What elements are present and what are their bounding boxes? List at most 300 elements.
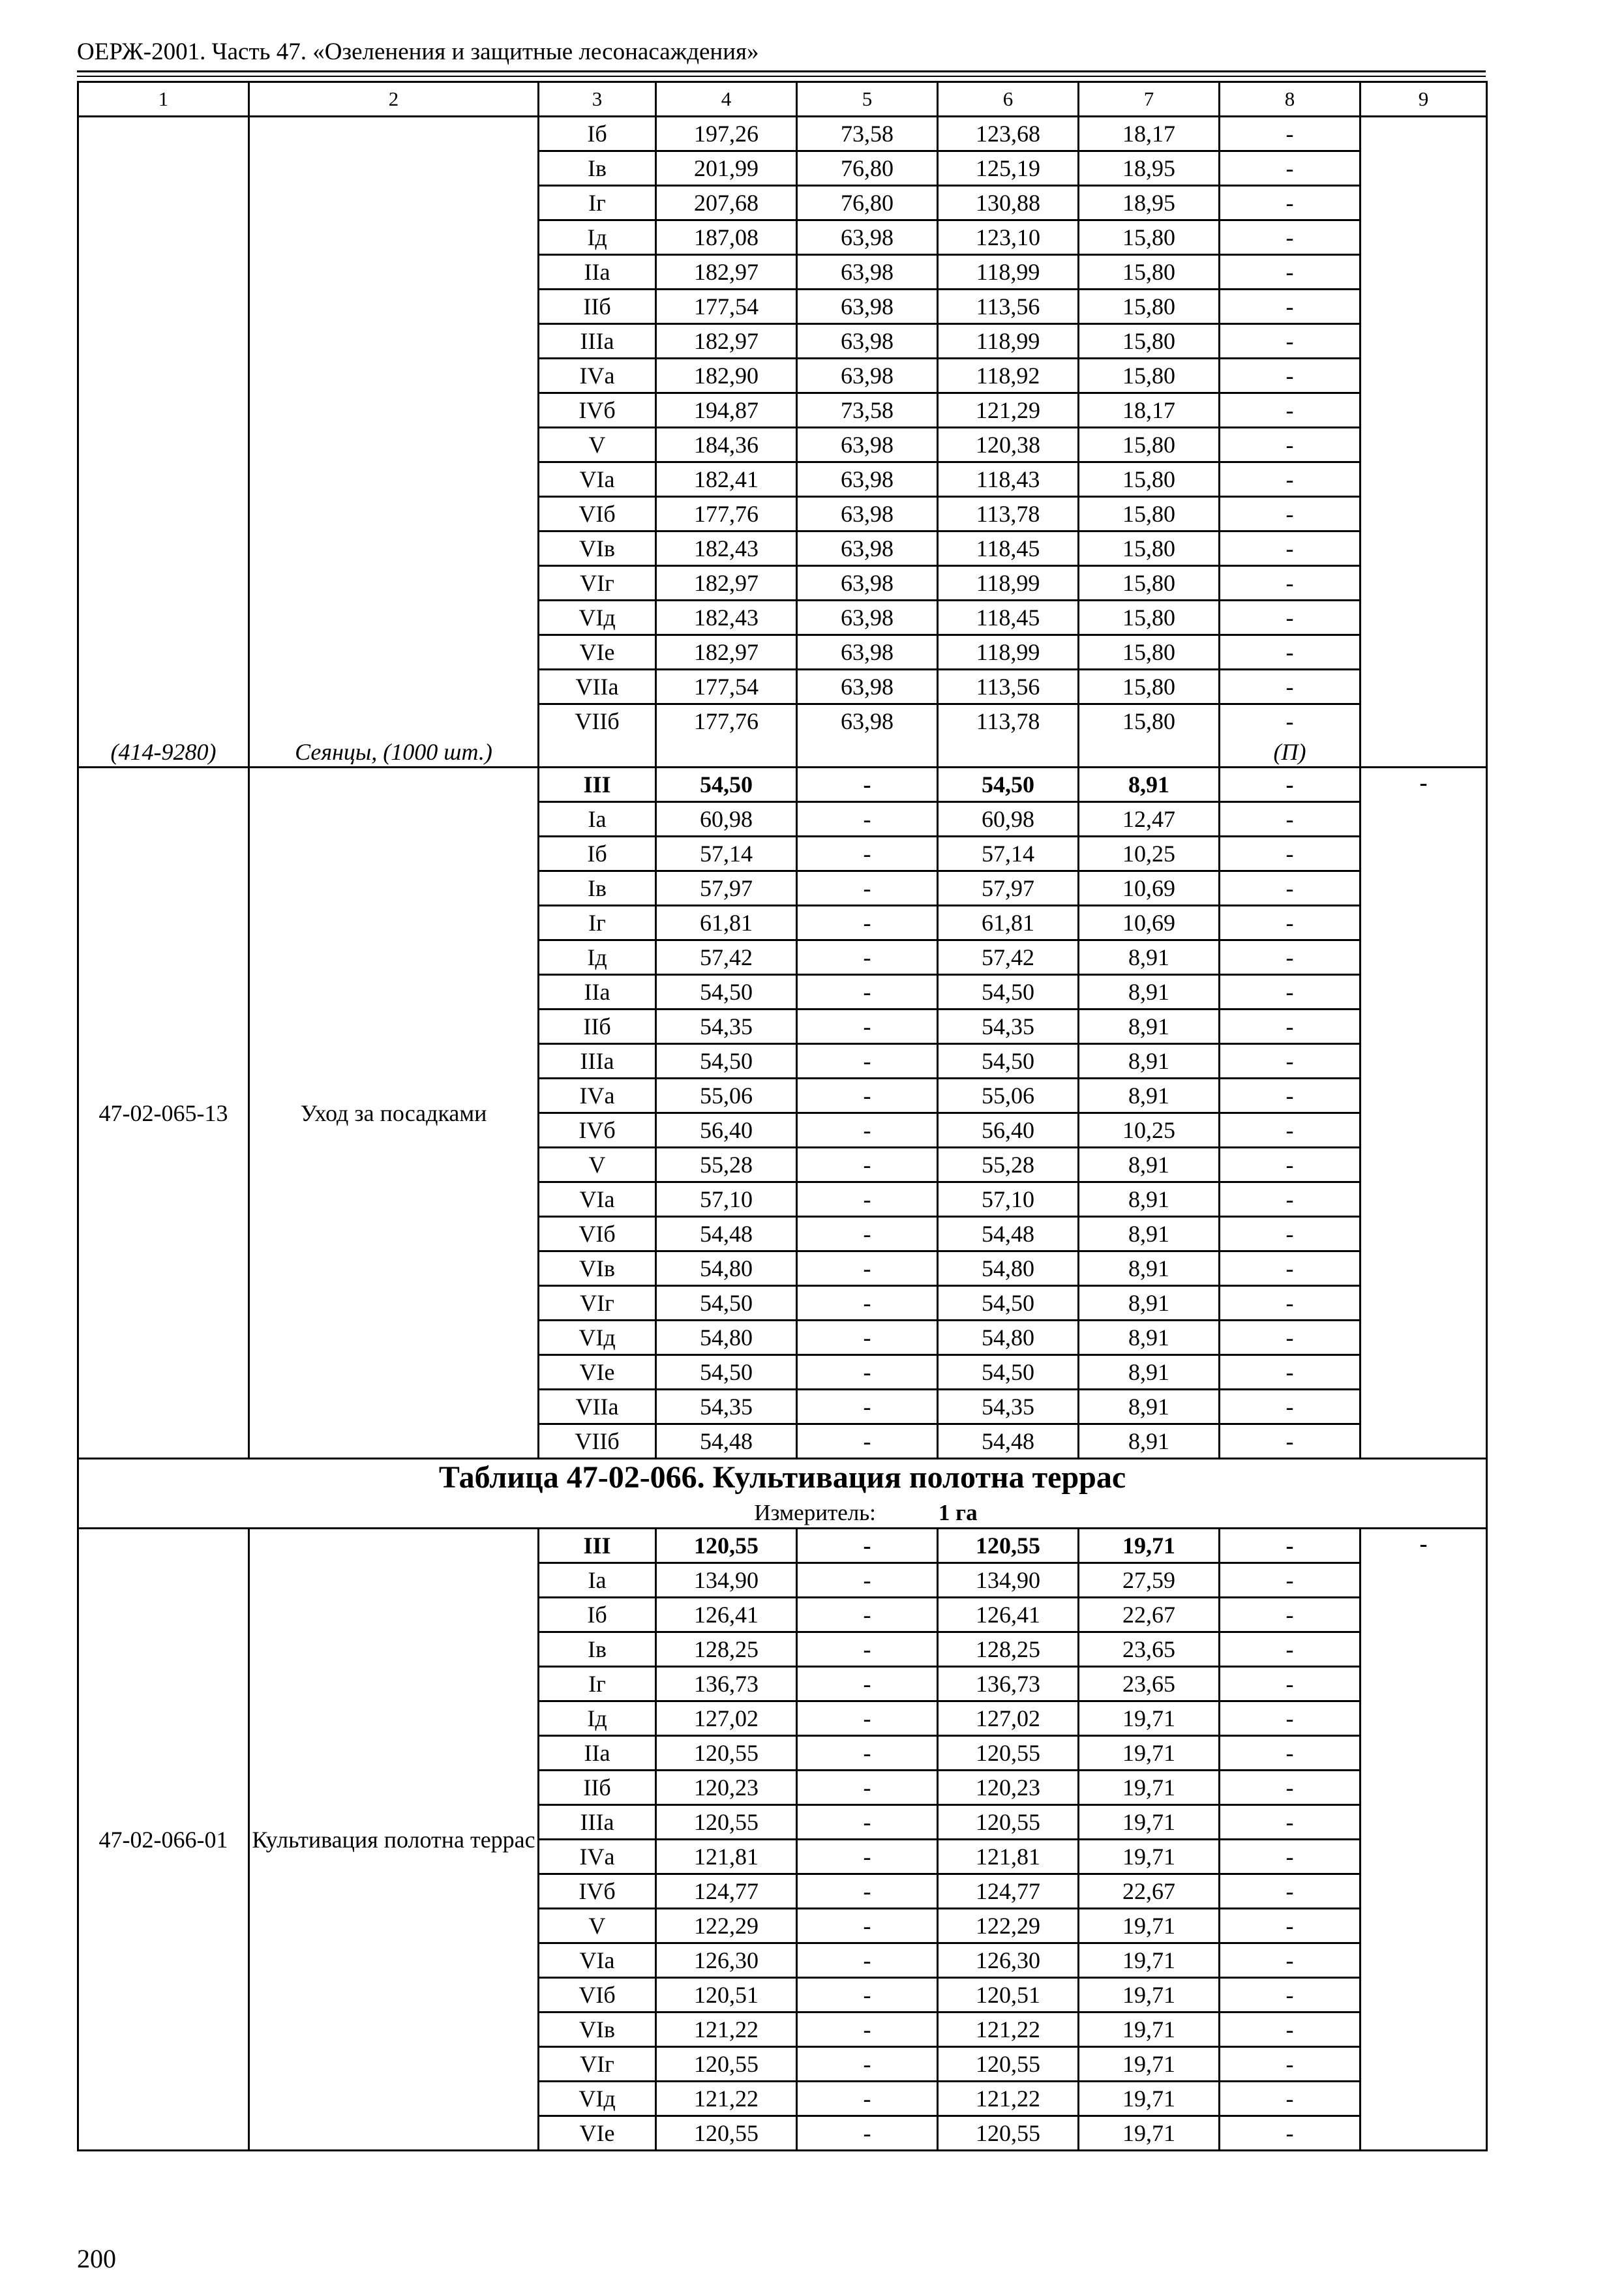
measure-line	[246, 1499, 1486, 1527]
row-materials: -	[1220, 1251, 1361, 1286]
row-total-cost: 55,28	[656, 1148, 797, 1182]
row-materials: -	[1220, 359, 1361, 393]
row-category: IIIа	[539, 1044, 656, 1079]
row-total-cost: 177,76	[656, 497, 797, 531]
row-materials: -	[1220, 2012, 1361, 2047]
row-machinist-wages: 10,69	[1079, 906, 1220, 940]
row-machinist-wages: 10,69	[1079, 871, 1220, 906]
row-materials: -	[1220, 1943, 1361, 1978]
row-materials: -	[1220, 117, 1361, 151]
row-category: IVа	[539, 359, 656, 393]
row-materials: -	[1220, 428, 1361, 462]
row-materials: -	[1220, 2082, 1361, 2116]
row-materials: -	[1220, 670, 1361, 704]
row-total-cost: 54,48	[656, 1217, 797, 1251]
row-machinist-wages: 8,91	[1079, 1010, 1220, 1044]
row-wages: 63,98	[797, 531, 938, 566]
row-total-cost: 177,76	[656, 704, 797, 738]
column-number: 7	[1079, 82, 1220, 117]
row-machines: 120,55	[938, 1736, 1079, 1771]
row-materials: -	[1220, 2116, 1361, 2151]
row-machines: 120,38	[938, 428, 1079, 462]
row-category: VIб	[539, 1217, 656, 1251]
row-wages: -	[797, 1943, 938, 1978]
row-code: 47-02-066-01	[78, 1529, 249, 2151]
row-category: VIв	[539, 1251, 656, 1286]
row-total-cost: 182,41	[656, 462, 797, 497]
row-category: IIа	[539, 1736, 656, 1771]
row-category: VIIб	[539, 704, 656, 738]
row-materials: -	[1220, 1424, 1361, 1459]
row-wages: -	[797, 802, 938, 837]
row-machines: 54,50	[938, 1286, 1079, 1321]
table-row	[78, 1529, 1487, 1563]
row-total-cost: 55,06	[656, 1079, 797, 1113]
row-machines: 54,48	[938, 1424, 1079, 1459]
row-category: Iа	[539, 1563, 656, 1598]
row-machinist-wages: 8,91	[1079, 940, 1220, 975]
row-machines: 118,92	[938, 359, 1079, 393]
row-wages: -	[797, 1563, 938, 1598]
row-machinist-wages: 8,91	[1079, 975, 1220, 1010]
row-category: Iг	[539, 186, 656, 220]
row-materials: -	[1220, 1701, 1361, 1736]
row-total-cost: 54,80	[656, 1251, 797, 1286]
row-materials: -	[1220, 1044, 1361, 1079]
row-wages: -	[797, 1771, 938, 1805]
row-materials: -	[1220, 1286, 1361, 1321]
row-machines: 57,10	[938, 1182, 1079, 1217]
row-col9	[1361, 1529, 1487, 2151]
row-materials: -	[1220, 2047, 1361, 2082]
row-machines: 126,41	[938, 1598, 1079, 1632]
row-wages: 63,98	[797, 704, 938, 738]
row-total-cost: 54,50	[656, 1355, 797, 1390]
row-machines: 118,45	[938, 531, 1079, 566]
table-title-row	[78, 1459, 1487, 1529]
column-number: 4	[656, 82, 797, 117]
row-wages: -	[797, 1217, 938, 1251]
row-total-cost: 54,50	[656, 975, 797, 1010]
row-wages: 63,98	[797, 635, 938, 670]
row-materials: -	[1220, 1217, 1361, 1251]
row-materials: -	[1220, 1529, 1361, 1563]
row-machinist-wages: 19,71	[1079, 1805, 1220, 1840]
row-wages: -	[797, 1840, 938, 1874]
row-materials: -	[1220, 1840, 1361, 1874]
column-number: 1	[78, 82, 249, 117]
row-machinist-wages: 19,71	[1079, 1529, 1220, 1563]
row-total-cost: 182,43	[656, 531, 797, 566]
row-materials: -	[1220, 802, 1361, 837]
row-machines: 54,80	[938, 1321, 1079, 1355]
row-machinist-wages: 22,67	[1079, 1598, 1220, 1632]
row-machinist-wages: 19,71	[1079, 1771, 1220, 1805]
row-machinist-wages: 18,95	[1079, 151, 1220, 186]
row-wages: -	[797, 1667, 938, 1701]
row-category: Iг	[539, 906, 656, 940]
row-total-cost: 57,42	[656, 940, 797, 975]
row-total-cost: 121,22	[656, 2082, 797, 2116]
row-machinist-wages: 19,71	[1079, 2047, 1220, 2082]
row-wages: -	[797, 1321, 938, 1355]
row-materials: -	[1220, 220, 1361, 255]
row-materials: -	[1220, 1390, 1361, 1424]
row-machinist-wages: 19,71	[1079, 2082, 1220, 2116]
row-category: IIа	[539, 255, 656, 290]
row-total-cost: 120,55	[656, 2116, 797, 2151]
row-total-cost: 54,80	[656, 1321, 797, 1355]
row-materials: -	[1220, 566, 1361, 601]
row-materials: -	[1220, 871, 1361, 906]
row-wages: 73,58	[797, 393, 938, 428]
column-number: 3	[539, 82, 656, 117]
row-wages: -	[797, 1079, 938, 1113]
row-category: IVб	[539, 393, 656, 428]
row-total-cost: 201,99	[656, 151, 797, 186]
row-wages: -	[797, 1598, 938, 1632]
row-materials: -	[1220, 1182, 1361, 1217]
row-machines: 120,55	[938, 2047, 1079, 2082]
column-number: 8	[1220, 82, 1361, 117]
row-machinist-wages: 22,67	[1079, 1874, 1220, 1909]
row-machinist-wages: 23,65	[1079, 1632, 1220, 1667]
row-category: VIа	[539, 1943, 656, 1978]
row-machinist-wages: 15,80	[1079, 531, 1220, 566]
row-total-cost: 126,30	[656, 1943, 797, 1978]
row-machinist-wages: 8,91	[1079, 1286, 1220, 1321]
row-category: III	[539, 1529, 656, 1563]
row-materials: -	[1220, 531, 1361, 566]
row-wages: 63,98	[797, 670, 938, 704]
row-machinist-wages: 8,91	[1079, 1390, 1220, 1424]
row-total-cost: 54,48	[656, 1424, 797, 1459]
row-total-cost: 182,90	[656, 359, 797, 393]
row-materials: -	[1220, 1805, 1361, 1840]
row-machines: 54,50	[938, 1044, 1079, 1079]
row-machinist-wages: 15,80	[1079, 566, 1220, 601]
empty-cell	[1079, 738, 1220, 768]
row-wages: -	[797, 1424, 938, 1459]
row-category: Iд	[539, 940, 656, 975]
row-machines: 54,50	[938, 768, 1079, 802]
row-wages: -	[797, 768, 938, 802]
row-category: Iв	[539, 151, 656, 186]
row-category: Iб	[539, 1598, 656, 1632]
header-rule-thin	[77, 76, 1486, 77]
row-materials: -	[1220, 1632, 1361, 1667]
row-machinist-wages: 15,80	[1079, 670, 1220, 704]
row-wages: -	[797, 1978, 938, 2012]
column-number: 9	[1361, 82, 1487, 117]
column-number: 2	[249, 82, 539, 117]
row-machines: 113,78	[938, 497, 1079, 531]
row-wages: -	[797, 2082, 938, 2116]
row-machinist-wages: 19,71	[1079, 2116, 1220, 2151]
row-machinist-wages: 19,71	[1079, 2012, 1220, 2047]
row-wages: -	[797, 940, 938, 975]
row-total-cost: 177,54	[656, 670, 797, 704]
row-total-cost: 61,81	[656, 906, 797, 940]
row-machines: 134,90	[938, 1563, 1079, 1598]
row-wages: -	[797, 2047, 938, 2082]
row-total-cost: 120,55	[656, 1736, 797, 1771]
row-machinist-wages: 8,91	[1079, 1424, 1220, 1459]
row-category: Iд	[539, 1701, 656, 1736]
row-wages: 76,80	[797, 151, 938, 186]
row-wages: 76,80	[797, 186, 938, 220]
row-machinist-wages: 15,80	[1079, 601, 1220, 635]
row-machines: 113,78	[938, 704, 1079, 738]
row-machines: 120,55	[938, 1529, 1079, 1563]
row-wages: 63,98	[797, 566, 938, 601]
row-total-cost: 120,55	[656, 2047, 797, 2082]
row-machines: 60,98	[938, 802, 1079, 837]
row-machinist-wages: 15,80	[1079, 255, 1220, 290]
row-category: VIе	[539, 2116, 656, 2151]
row-machines: 121,22	[938, 2082, 1079, 2116]
row-wages: 63,98	[797, 497, 938, 531]
row-machines: 113,56	[938, 670, 1079, 704]
row-category: Iа	[539, 802, 656, 837]
row-wages: -	[797, 975, 938, 1010]
row-machinist-wages: 15,80	[1079, 704, 1220, 738]
row-wages: -	[797, 1736, 938, 1771]
row-machinist-wages: 15,80	[1079, 324, 1220, 359]
row-wages: -	[797, 1148, 938, 1182]
row-description: Уход за посадками	[249, 768, 539, 1459]
row-total-cost: 128,25	[656, 1632, 797, 1667]
row-machinist-wages: 19,71	[1079, 1943, 1220, 1978]
measure-label: Измеритель:	[754, 1500, 876, 1525]
row-wages: 63,98	[797, 290, 938, 324]
row-total-cost: 124,77	[656, 1874, 797, 1909]
col9-value: -	[1419, 1531, 1428, 1557]
empty-cell	[539, 738, 656, 768]
row-materials: -	[1220, 975, 1361, 1010]
row-materials: -	[1220, 462, 1361, 497]
row-total-cost: 120,55	[656, 1805, 797, 1840]
row-category: Iв	[539, 1632, 656, 1667]
row-machines: 57,97	[938, 871, 1079, 906]
row-col9-cell	[1361, 117, 1487, 768]
row-total-cost: 207,68	[656, 186, 797, 220]
row-total-cost: 126,41	[656, 1598, 797, 1632]
row-materials: -	[1220, 906, 1361, 940]
row-materials: -	[1220, 393, 1361, 428]
resource-code-note: (414-9280)	[110, 739, 217, 765]
row-machines: 113,56	[938, 290, 1079, 324]
row-machines: 118,99	[938, 635, 1079, 670]
row-wages: -	[797, 2012, 938, 2047]
row-machines: 118,99	[938, 324, 1079, 359]
row-machinist-wages: 8,91	[1079, 1044, 1220, 1079]
row-total-cost: 54,50	[656, 1044, 797, 1079]
row-total-cost: 54,35	[656, 1010, 797, 1044]
row-wages: 63,98	[797, 359, 938, 393]
row-category: Iв	[539, 871, 656, 906]
row-machinist-wages: 8,91	[1079, 1182, 1220, 1217]
row-total-cost: 54,50	[656, 768, 797, 802]
row-category: VIIа	[539, 1390, 656, 1424]
header-rule	[77, 70, 1486, 72]
row-category: VIб	[539, 1978, 656, 2012]
row-machinist-wages: 19,71	[1079, 1840, 1220, 1874]
row-total-cost: 56,40	[656, 1113, 797, 1148]
row-machinist-wages: 15,80	[1079, 428, 1220, 462]
row-machines: 122,29	[938, 1909, 1079, 1943]
empty-cell	[797, 738, 938, 768]
row-machinist-wages: 27,59	[1079, 1563, 1220, 1598]
row-machines: 120,55	[938, 1805, 1079, 1840]
row-category: VIе	[539, 1355, 656, 1390]
row-machines: 121,22	[938, 2012, 1079, 2047]
table-title: Таблица 47-02-066. Культивация полотна террас	[438, 1460, 1126, 1495]
row-category: VIа	[539, 1182, 656, 1217]
row-wages: -	[797, 1182, 938, 1217]
row-wages: -	[797, 1355, 938, 1390]
row-wages: -	[797, 906, 938, 940]
row-total-cost: 197,26	[656, 117, 797, 151]
row-machines: 123,10	[938, 220, 1079, 255]
row-total-cost: 57,97	[656, 871, 797, 906]
row-total-cost: 182,97	[656, 255, 797, 290]
row-machines: 125,19	[938, 151, 1079, 186]
row-machinist-wages: 8,91	[1079, 1251, 1220, 1286]
row-machines: 54,50	[938, 975, 1079, 1010]
row-materials: -	[1220, 837, 1361, 871]
row-total-cost: 194,87	[656, 393, 797, 428]
row-machinist-wages: 23,65	[1079, 1667, 1220, 1701]
row-category: IVа	[539, 1840, 656, 1874]
row-materials: -	[1220, 1598, 1361, 1632]
row-category: IVб	[539, 1874, 656, 1909]
row-machines: 121,29	[938, 393, 1079, 428]
row-category: IIб	[539, 290, 656, 324]
column-number: 6	[938, 82, 1079, 117]
row-machines: 127,02	[938, 1701, 1079, 1736]
row-category: V	[539, 1909, 656, 1943]
row-materials: -	[1220, 151, 1361, 186]
row-wages: 73,58	[797, 117, 938, 151]
row-wages: -	[797, 1701, 938, 1736]
row-machinist-wages: 8,91	[1079, 1148, 1220, 1182]
row-machinist-wages: 18,17	[1079, 393, 1220, 428]
row-machinist-wages: 8,91	[1079, 1355, 1220, 1390]
row-machines: 126,30	[938, 1943, 1079, 1978]
row-wages: -	[797, 871, 938, 906]
row-total-cost: 127,02	[656, 1701, 797, 1736]
row-materials: -	[1220, 1113, 1361, 1148]
row-wages: 63,98	[797, 428, 938, 462]
row-category: VIа	[539, 462, 656, 497]
row-wages: 63,98	[797, 601, 938, 635]
row-wages: -	[797, 1251, 938, 1286]
row-materials: -	[1220, 768, 1361, 802]
row-materials: -	[1220, 704, 1361, 738]
row-total-cost: 187,08	[656, 220, 797, 255]
row-wages: -	[797, 1632, 938, 1667]
table-body	[78, 82, 1487, 2151]
row-machinist-wages: 18,17	[1079, 117, 1220, 151]
row-category: V	[539, 1148, 656, 1182]
row-materials: -	[1220, 1148, 1361, 1182]
page-number: 200	[77, 2244, 116, 2273]
row-total-cost: 182,97	[656, 324, 797, 359]
table-row	[78, 768, 1487, 802]
row-category: IIб	[539, 1771, 656, 1805]
note-col8	[1220, 738, 1361, 768]
row-wages: -	[797, 2116, 938, 2151]
row-machinist-wages: 10,25	[1079, 1113, 1220, 1148]
row-total-cost: 177,54	[656, 290, 797, 324]
row-total-cost: 134,90	[656, 1563, 797, 1598]
row-materials: -	[1220, 1321, 1361, 1355]
row-total-cost: 184,36	[656, 428, 797, 462]
row-materials: -	[1220, 1667, 1361, 1701]
row-machinist-wages: 15,80	[1079, 220, 1220, 255]
row-machines: 54,35	[938, 1390, 1079, 1424]
row-materials: -	[1220, 601, 1361, 635]
row-wages: 63,98	[797, 462, 938, 497]
row-materials: -	[1220, 1909, 1361, 1943]
row-description: Культивация полотна террас	[249, 1529, 539, 2151]
row-materials: -	[1220, 1079, 1361, 1113]
row-total-cost: 54,50	[656, 1286, 797, 1321]
row-machines: 118,45	[938, 601, 1079, 635]
row-wages: 63,98	[797, 255, 938, 290]
row-machines: 54,50	[938, 1355, 1079, 1390]
row-total-cost: 57,10	[656, 1182, 797, 1217]
row-total-cost: 120,55	[656, 1529, 797, 1563]
row-code-cell	[78, 117, 249, 768]
row-category: VIг	[539, 1286, 656, 1321]
row-category: IIIа	[539, 1805, 656, 1840]
row-machinist-wages: 15,80	[1079, 462, 1220, 497]
row-machines: 118,43	[938, 462, 1079, 497]
row-machinist-wages: 15,80	[1079, 359, 1220, 393]
row-materials: -	[1220, 1563, 1361, 1598]
row-category: V	[539, 428, 656, 462]
rates-table	[77, 81, 1488, 2151]
row-materials: -	[1220, 497, 1361, 531]
row-category: III	[539, 768, 656, 802]
row-category: Iг	[539, 1667, 656, 1701]
row-machinist-wages: 8,91	[1079, 1079, 1220, 1113]
material-unit-note: (П)	[1273, 739, 1306, 765]
empty-cell	[938, 738, 1079, 768]
row-machinist-wages: 19,71	[1079, 1701, 1220, 1736]
row-total-cost: 182,97	[656, 635, 797, 670]
row-materials: -	[1220, 1736, 1361, 1771]
row-machines: 120,55	[938, 2116, 1079, 2151]
row-category: VIв	[539, 531, 656, 566]
row-machines: 136,73	[938, 1667, 1079, 1701]
row-machinist-wages: 19,71	[1079, 1909, 1220, 1943]
row-category: IIб	[539, 1010, 656, 1044]
row-wages: -	[797, 837, 938, 871]
row-total-cost: 122,29	[656, 1909, 797, 1943]
row-category: Iб	[539, 117, 656, 151]
row-materials: -	[1220, 290, 1361, 324]
row-machines: 55,28	[938, 1148, 1079, 1182]
row-category: IIа	[539, 975, 656, 1010]
row-materials: -	[1220, 1010, 1361, 1044]
row-wages: -	[797, 1113, 938, 1148]
row-category: IVб	[539, 1113, 656, 1148]
row-machines: 123,68	[938, 117, 1079, 151]
row-wages: -	[797, 1286, 938, 1321]
